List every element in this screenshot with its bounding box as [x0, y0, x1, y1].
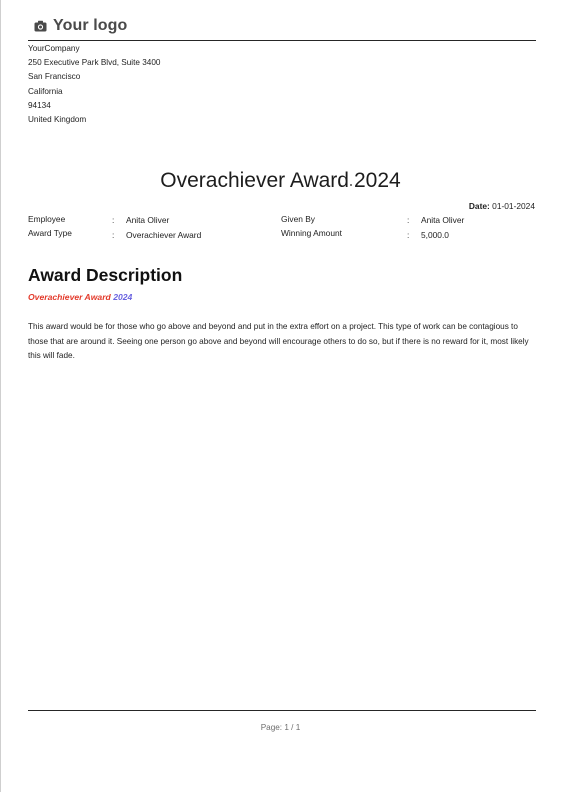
given-by-colon: : [407, 215, 410, 225]
title-separator-dot [350, 184, 352, 186]
company-city: San Francisco [28, 72, 81, 82]
award-type-label: Award Type [28, 228, 72, 238]
award-type-value: Overachiever Award [126, 230, 202, 240]
company-logo [34, 16, 127, 36]
date-value: 01-01-2024 [492, 201, 535, 211]
company-zip: 94134 [28, 100, 51, 110]
employee-colon: : [112, 215, 115, 225]
company-state: California [28, 86, 63, 96]
company-name: YourCompany [28, 44, 80, 53]
document-title-text: Overachiever Award [160, 169, 349, 192]
footer-divider [28, 710, 536, 711]
given-by-label: Given By [281, 214, 315, 224]
camera-icon [34, 20, 47, 32]
award-type-colon: : [112, 230, 115, 240]
award-subtitle [28, 292, 132, 302]
company-country: United Kingdom [28, 115, 87, 125]
award-subtitle-name: Overachiever Award [28, 292, 111, 302]
employee-label: Employee [28, 214, 66, 224]
company-address [28, 42, 160, 127]
given-by-value: Anita Oliver [421, 215, 465, 225]
award-subtitle-year: 2024 [113, 292, 133, 302]
winning-amount-label: Winning Amount [281, 228, 342, 238]
award-description-text: This award would be for those who go above and beyond and put in the extra effort on a project. This type of work can be contagious to those that are around it. Seeing one person go above and beyond will encourage others to do so, but if there is no reward for it, most likely this will fade. [28, 322, 529, 361]
document-title [0, 169, 561, 193]
logo-text: Your logo [53, 17, 128, 34]
header-divider [28, 40, 536, 41]
winning-amount-colon: : [407, 230, 410, 240]
company-street: 250 Executive Park Blvd, Suite 3400 [28, 58, 161, 68]
document-date [469, 201, 535, 211]
employee-value: Anita Oliver [126, 215, 170, 225]
page-left-border [0, 0, 1, 792]
date-label: Date: [468, 201, 490, 211]
document-title-year: 2024 [353, 169, 401, 192]
award-description-heading: Award Description [28, 265, 183, 285]
winning-amount-value: 5,000.0 [421, 230, 449, 240]
page-number: Page: 1 / 1 [260, 723, 301, 732]
